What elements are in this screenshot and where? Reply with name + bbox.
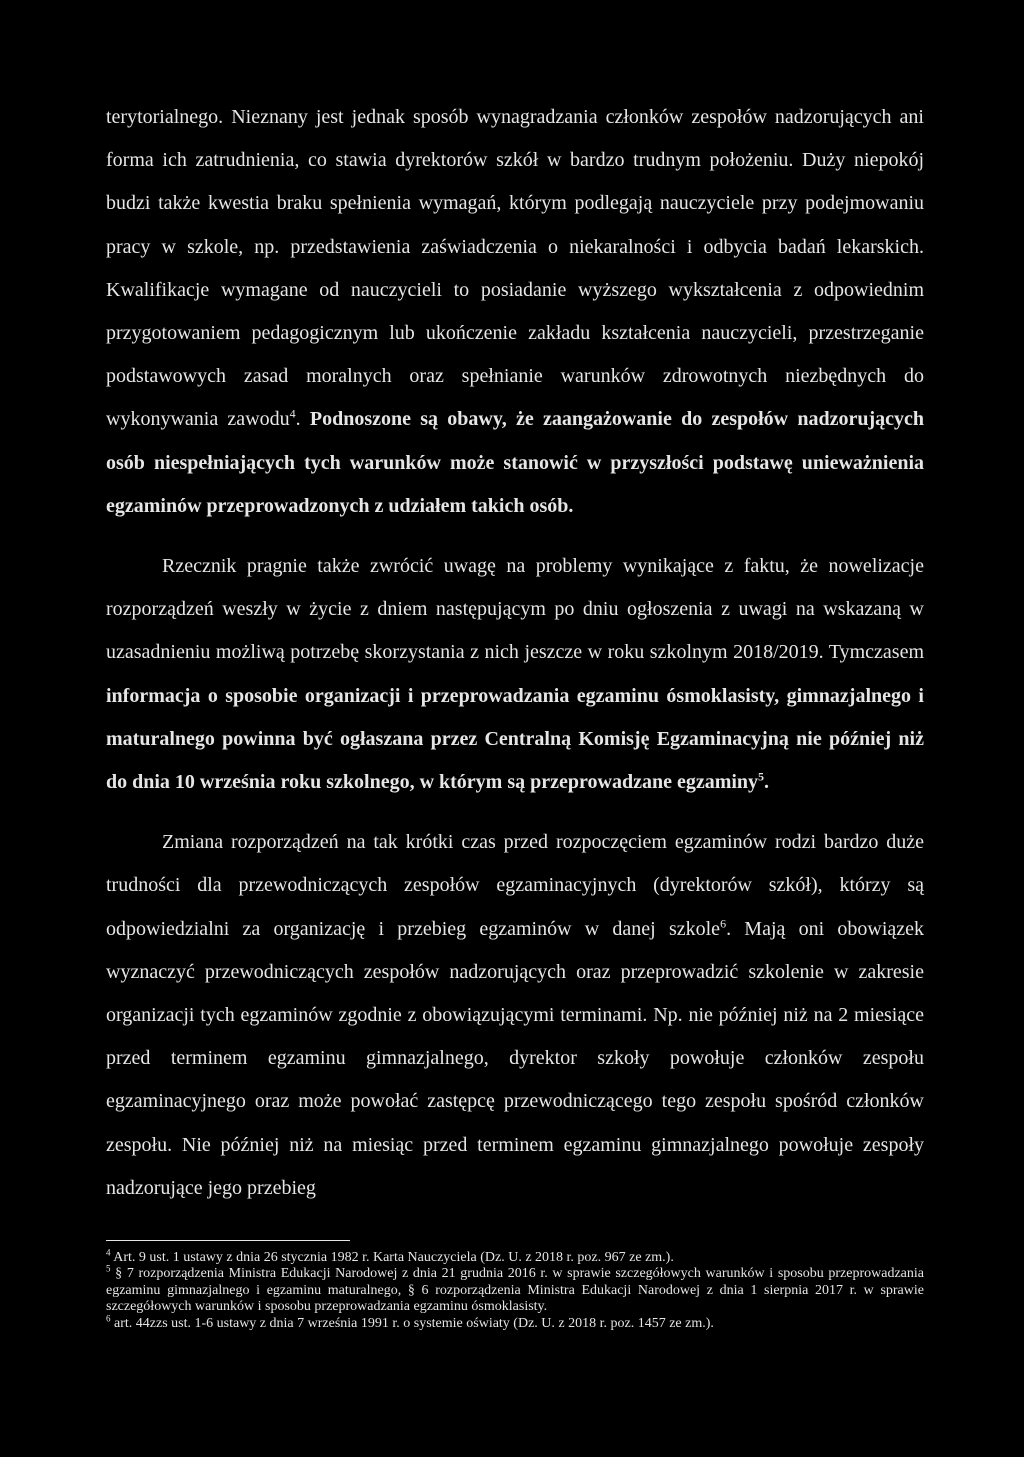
- paragraph-1-separator: .: [295, 408, 310, 431]
- footnote-divider: [106, 1240, 350, 1241]
- paragraph-1-text: terytorialnego. Nieznany jest jednak sposób wynagradzania członków zespołów nadzorujących ani forma ich zatrudnienia, co stawia dyrektorów szkół w bardzo trudnym położeniu. Duży niepokój budzi także kwestia braku spełnienia wymagań, którym podlegają nauczyciele przy podejmowaniu pracy w szkole, np. przedstawienia zaświadczenia o niekaralności i odbycia badań lekarskich. Kwalifikacje wymagane od nauczycieli to posiadanie wyższego wykształcenia z odpowiednim przygotowaniem pedagogicznym lub ukończenie zakładu kształcenia nauczycieli, przestrzeganie podstawowych zasad moralnych oraz spełnianie warunków zdrowotnych niezbędnych do wykonywania zawodu: [106, 106, 924, 431]
- footnote-ref-5[interactable]: 5: [758, 769, 765, 784]
- paragraph-2-bold-text: informacja o sposobie organizacji i przeprowadzania egzaminu ósmoklasisty, gimnazjalnego i maturalnego powinna być ogłaszana przez Centralną Komisję Egzaminacyjną nie później niż do dnia 10 września roku szkolnego, w którym są przeprowadzane egzaminy: [106, 684, 924, 794]
- footnote-ref-6[interactable]: 6: [720, 916, 727, 930]
- paragraph-3-continuation: . Mają oni obowiązek wyznaczyć przewodniczących zespołów nadzorujących oraz przeprowadzić szkolenie w zakresie organizacji tych egzaminów zgodnie z obowiązującymi terminami. Np. nie później niż na 2 miesiące przed terminem egzaminu gimnazjalnego, dyrektor szkoły powołuje członków zespołu egzaminacyjnego oraz może powołać zastępcę przewodniczącego tego zespołu spośród członków zespołu. Nie później niż na miesiąc przed terminem egzaminu gimnazjalnego powołuje zespoły nadzorujące jego przebieg: [106, 917, 925, 1199]
- footnote-6: [106, 1313, 924, 1332]
- footnote-5-text: § 7 rozporządzenia Ministra Edukacji Narodowej z dnia 21 grudnia 2016 r. w sprawie szczegółowych warunków i sposobu przeprowadzania egzaminu gimnazjalnego i egzaminu maturalnego, § 6 rozporządzenia Ministra Edukacji Narodowej z dnia 1 sierpnia 2017 r. w sprawie szczegółowych warunków i sposobu przeprowadzania egzaminu ósmoklasisty.: [106, 1266, 924, 1315]
- document-page: [106, 96, 924, 1332]
- footnote-5: [106, 1263, 924, 1315]
- paragraph-1-bold-text: Podnoszone są obawy, że zaangażowanie do zespołów nadzorujących osób niespełniających tych warunków może stanowić w przyszłości podstawę unieważnienia egzaminów przeprowadzonych z udziałem takich osób.: [106, 408, 924, 517]
- footnote-4-marker: 4: [106, 1247, 111, 1258]
- footnote-6-marker: 6: [106, 1313, 111, 1324]
- paragraph-2: [106, 545, 924, 804]
- footnote-4-text: Art. 9 ust. 1 ustawy z dnia 26 stycznia 1982 r. Karta Nauczyciela (Dz. U. z 2018 r. poz. 967 ze zm.).: [110, 1250, 674, 1266]
- paragraph-3: [106, 821, 924, 1210]
- footnote-5-marker: 5: [106, 1263, 111, 1274]
- paragraph-3-text: Zmiana rozporządzeń na tak krótki czas przed rozpoczęciem egzaminów rodzi bardzo duże trudności dla przewodniczących zespołów egzaminacyjnych (dyrektorów szkół), którzy są odpowiedzialni za organizację i przebieg egzaminów w danej szkole: [106, 831, 924, 940]
- footnote-ref-4[interactable]: 4: [289, 406, 296, 421]
- footnote-6-text: art. 44zzs ust. 1-6 ustawy z dnia 7 września 1991 r. o systemie oświaty (Dz. U. z 2018 r. poz. 1457 ze zm.).: [110, 1315, 714, 1331]
- paragraph-2-text: Rzecznik pragnie także zwrócić uwagę na problemy wynikające z faktu, że nowelizacje rozporządzeń weszły w życie z dniem następującym po dniu ogłoszenia z uwagi na wskazaną w uzasadnieniu możliwą potrzebę skorzystania z nich jeszcze w roku szkolnym 2018/2019. Tymczasem: [106, 555, 924, 664]
- paragraph-1: [106, 96, 924, 528]
- paragraph-2-period: .: [764, 771, 770, 794]
- footnote-4: [106, 1247, 924, 1266]
